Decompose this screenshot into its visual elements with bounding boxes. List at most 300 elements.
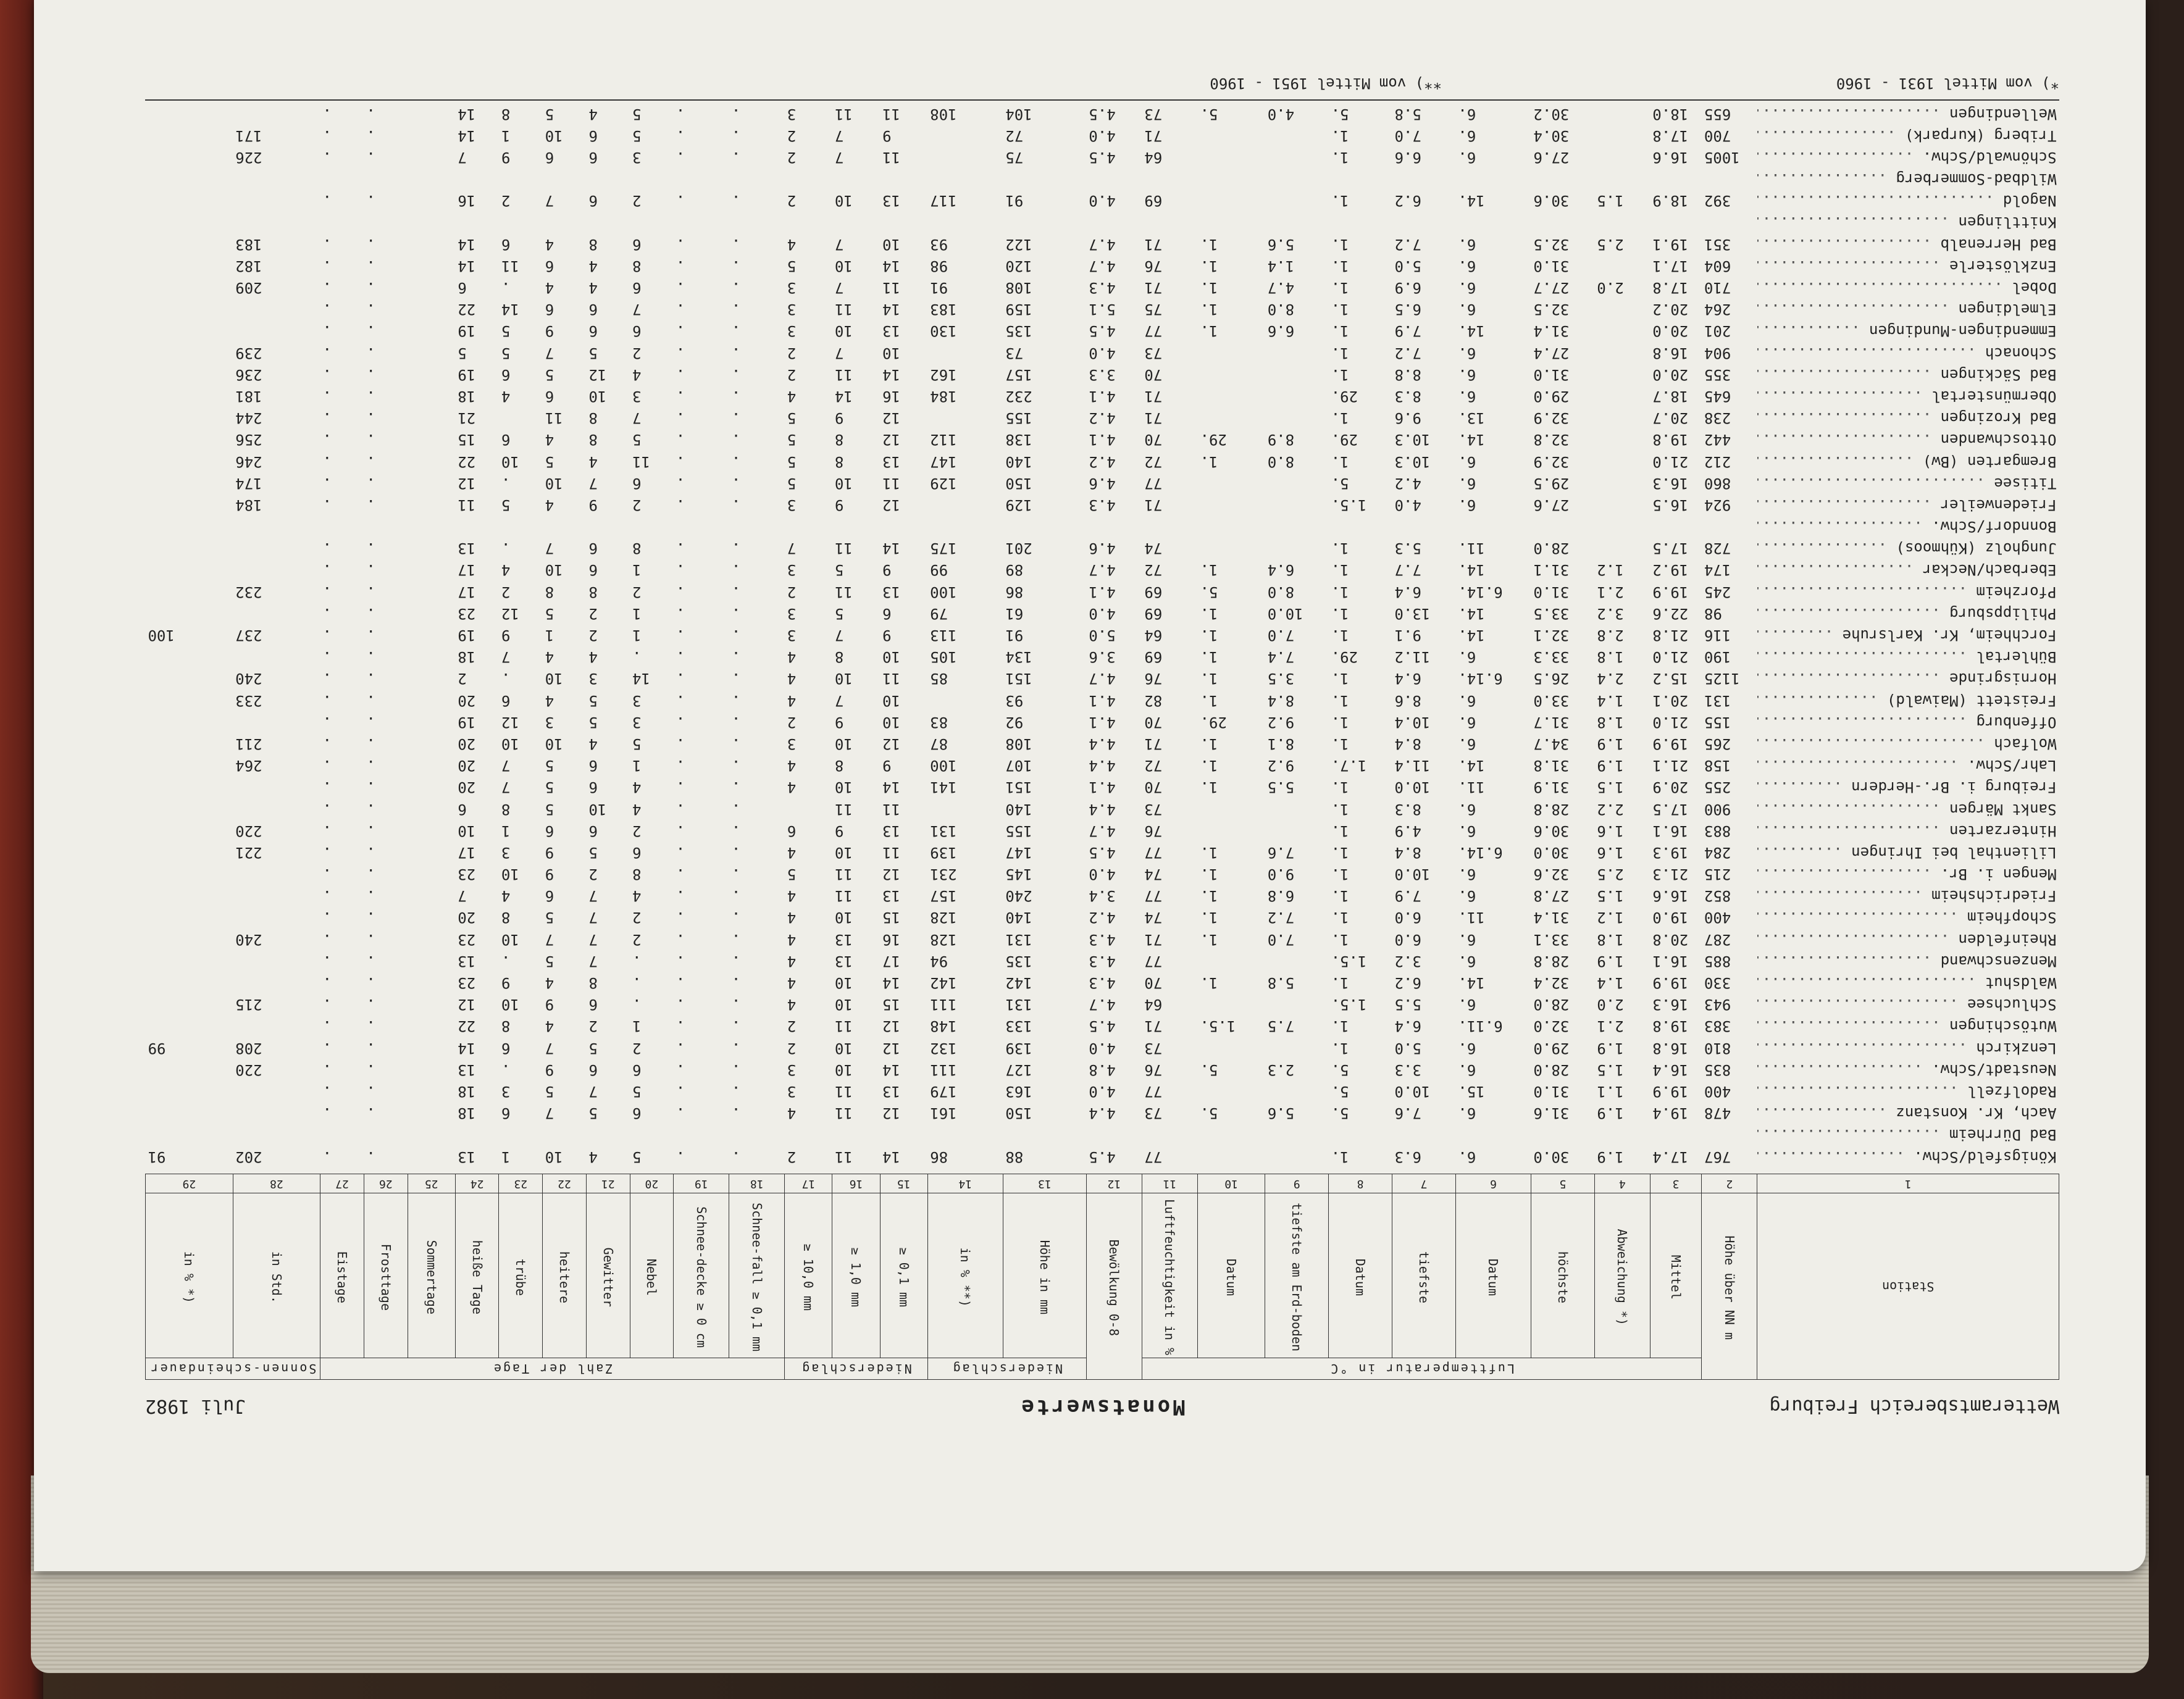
- cell-eb: [1265, 494, 1329, 516]
- cell-ss: 208: [235, 1039, 262, 1057]
- cell-ne: 5: [632, 431, 642, 449]
- cell-ft: .: [366, 279, 375, 297]
- cell-sf: .: [731, 257, 741, 275]
- cell-ne: 5: [632, 1148, 642, 1166]
- cell-tr: .: [501, 474, 511, 492]
- column-number: 20: [630, 1174, 674, 1193]
- table-row: [146, 103, 2059, 125]
- cell-ne: 5: [632, 735, 642, 753]
- cell-tr: 12: [501, 713, 519, 731]
- cell-ne: 6: [632, 1061, 642, 1079]
- cell-n10: 11: [834, 1104, 853, 1122]
- cell-gw: 6: [588, 996, 598, 1014]
- cell-he: 8: [545, 583, 554, 601]
- cell-a: [1594, 429, 1650, 451]
- cell-hi: 29.0: [1533, 387, 1570, 405]
- cell-n01: 14: [882, 1148, 900, 1166]
- cell-lo: 4.9: [1394, 822, 1421, 840]
- cell-he: 7: [545, 1039, 554, 1057]
- cell-lo: 7.2: [1394, 344, 1421, 362]
- cell-hi: 26.5: [1533, 670, 1570, 688]
- cell-sf: .: [731, 1104, 741, 1122]
- cell-et: .: [322, 540, 332, 557]
- cell-de: 1.: [1200, 257, 1218, 275]
- cell-sp: [146, 233, 233, 255]
- cell-he: 5: [545, 779, 554, 796]
- column-number: 13: [1003, 1174, 1086, 1193]
- cell-dh: 6.: [1458, 952, 1476, 970]
- cell-sf: .: [731, 887, 741, 905]
- cell-st: [408, 103, 455, 125]
- cell-n100: 4: [787, 930, 797, 948]
- cell-ss: [233, 864, 320, 885]
- cell-gw: 4: [588, 735, 598, 753]
- cell-m: [1650, 169, 1702, 190]
- cell-gw: 7: [588, 952, 598, 970]
- cell-et: .: [322, 148, 332, 166]
- table-row: [146, 364, 2059, 385]
- cell-lf: [1142, 169, 1197, 190]
- cell-nh: 155: [1005, 822, 1032, 840]
- cell-lo: 9.6: [1394, 409, 1421, 427]
- cell-ne: 5: [632, 105, 642, 123]
- cell-ft: .: [366, 561, 375, 579]
- cell-ne: [630, 169, 674, 190]
- cell-hs: 12: [458, 474, 476, 492]
- cell-ne: 8: [632, 866, 642, 883]
- cell-gw: 6: [588, 322, 598, 340]
- cell-h: 400: [1704, 1082, 1731, 1100]
- cell-tr: 10: [501, 453, 519, 470]
- cell-hs: 7: [458, 148, 467, 166]
- cell-st: [408, 603, 455, 624]
- cell-n01: 13: [882, 192, 900, 210]
- cell-dl: 1.: [1331, 735, 1349, 753]
- cell-lo: 5.3: [1394, 540, 1421, 557]
- cell-de: 1.: [1200, 843, 1218, 861]
- col-ge-01: ≥ 0,1 mm: [880, 1193, 927, 1358]
- cell-st: [408, 1124, 455, 1146]
- cell-eb: 6.4: [1267, 561, 1295, 579]
- cell-ne: 2: [632, 930, 642, 948]
- table-row: [146, 646, 2059, 668]
- col-datum-tiefste: Datum: [1329, 1193, 1392, 1358]
- cell-n100: 4: [787, 887, 797, 905]
- cell-sf: .: [731, 279, 741, 297]
- cell-a: [1594, 299, 1650, 320]
- cell-hi: 32.6: [1533, 866, 1570, 883]
- table-row: [146, 864, 2059, 885]
- cell-lf: 71: [1144, 127, 1163, 144]
- cell-ne: 11: [632, 453, 650, 470]
- cell-bw: 4.4: [1089, 800, 1116, 818]
- cell-de: 1.: [1200, 779, 1218, 796]
- column-number: 4: [1594, 1174, 1650, 1193]
- cell-n01: 11: [882, 105, 900, 123]
- cell-n100: [785, 212, 832, 233]
- cell-lf: 69: [1144, 192, 1163, 210]
- cell-n10: 8: [834, 431, 844, 449]
- cell-n01: 9: [882, 561, 892, 579]
- cell-sd: .: [676, 627, 685, 645]
- cell-sf: .: [731, 561, 741, 579]
- cell-eb: 8.0: [1267, 583, 1295, 601]
- cell-gw: 6: [588, 822, 598, 840]
- cell-sp: [146, 1124, 233, 1146]
- cell-hi: 31.9: [1533, 779, 1570, 796]
- table-row: [146, 1016, 2059, 1037]
- cell-lf: 71: [1144, 496, 1163, 514]
- cell-gw: 5: [588, 1039, 598, 1057]
- cell-bw: 4.6: [1089, 474, 1116, 492]
- cell-de: 1.: [1200, 670, 1218, 688]
- cell-h: 190: [1704, 648, 1731, 666]
- cell-lo: 5.0: [1394, 257, 1421, 275]
- cell-a: 1.4: [1597, 691, 1624, 709]
- cell-m: 16.3: [1652, 996, 1689, 1014]
- cell-lo: 6.3: [1394, 1148, 1421, 1166]
- cell-nh: 89: [1005, 561, 1024, 579]
- cell-m: 16.6: [1652, 887, 1689, 905]
- cell-hi: 33.0: [1533, 691, 1570, 709]
- table-row: [146, 385, 2059, 407]
- cell-a: 1.6: [1597, 843, 1624, 861]
- cell-n10: 11: [834, 866, 853, 883]
- cell-dh: 6.: [1458, 279, 1476, 297]
- cell-n01: [880, 169, 927, 190]
- cell-a: 1.2: [1597, 561, 1624, 579]
- cell-sf: .: [731, 779, 741, 796]
- station-name: Bad Krozingen .....: [1757, 407, 2059, 429]
- table-row: [146, 1124, 2059, 1146]
- cell-n100: 2: [787, 1148, 797, 1166]
- cell-lf: 76: [1144, 670, 1163, 688]
- cell-np: 83: [930, 713, 948, 731]
- cell-ft: .: [366, 1082, 375, 1100]
- cell-eb: 9.0: [1267, 866, 1295, 883]
- cell-he: 7: [545, 344, 554, 362]
- cell-m: 19.4: [1652, 1104, 1689, 1122]
- cell-lo: 7.9: [1394, 322, 1421, 340]
- cell-h: 924: [1704, 496, 1731, 514]
- cell-lo: [1392, 212, 1455, 233]
- cell-eb: 6.6: [1267, 322, 1295, 340]
- cell-et: .: [322, 713, 332, 731]
- cell-lo: 8.3: [1394, 800, 1421, 818]
- station-name: Eberbach/Neckar .....: [1757, 559, 2059, 581]
- cell-nh: 129: [1005, 496, 1032, 514]
- cell-n10: 8: [834, 648, 844, 666]
- cell-gw: 5: [588, 344, 598, 362]
- cell-n10: 11: [834, 1082, 853, 1100]
- table-row: [146, 212, 2059, 233]
- col-schneedecke: Schnee-decke ≥ 0 cm: [674, 1193, 729, 1358]
- cell-lf: 71: [1144, 735, 1163, 753]
- cell-tr: 9: [501, 974, 511, 992]
- cell-sp: [146, 169, 233, 190]
- cell-a: [1594, 342, 1650, 364]
- cell-eb: [1265, 125, 1329, 146]
- cell-he: 10: [545, 1148, 563, 1166]
- cell-hs: 6: [458, 800, 467, 818]
- cell-hs: 18: [458, 648, 476, 666]
- table-row: [146, 820, 2059, 841]
- cell-tr: 10: [501, 996, 519, 1014]
- cell-n100: 4: [787, 235, 797, 253]
- cell-dh: [1455, 212, 1531, 233]
- cell-n01: 10: [882, 344, 900, 362]
- cell-tr: 1: [501, 127, 511, 144]
- cell-hs: 14: [458, 105, 476, 123]
- cell-n10: 10: [834, 843, 853, 861]
- cell-he: 6: [545, 148, 554, 166]
- cell-dl: 1.: [1331, 843, 1349, 861]
- cell-n01: 13: [882, 887, 900, 905]
- cell-hs: 18: [458, 387, 476, 405]
- cell-dl: 5.: [1331, 105, 1349, 123]
- cell-m: 20.8: [1652, 930, 1689, 948]
- cell-he: 6: [545, 301, 554, 319]
- table-row: [146, 1080, 2059, 1102]
- cell-sp: [146, 1080, 233, 1102]
- table-row: [146, 733, 2059, 754]
- cell-ft: .: [366, 235, 375, 253]
- cell-tr: 10: [501, 866, 519, 883]
- cell-bw: 5.0: [1089, 627, 1116, 645]
- cell-h: 201: [1704, 322, 1731, 340]
- cell-h: 215: [1704, 866, 1731, 883]
- cell-sp: [146, 451, 233, 472]
- cell-he: 7: [545, 192, 554, 210]
- cell-eb: 8.1: [1267, 735, 1295, 753]
- cell-he: 5: [545, 365, 554, 383]
- cell-tr: 5: [501, 322, 511, 340]
- cell-dl: 5.: [1331, 474, 1349, 492]
- cell-a: [1594, 472, 1650, 494]
- cell-sd: [674, 169, 729, 190]
- cell-hs: 13: [458, 1061, 476, 1079]
- cell-nh: 155: [1005, 409, 1032, 427]
- cell-he: 10: [545, 474, 563, 492]
- cell-ne: 6: [632, 279, 642, 297]
- cell-ne: 4: [632, 779, 642, 796]
- cell-eb: [1265, 1146, 1329, 1174]
- cell-sd: .: [676, 105, 685, 123]
- cell-eb: 7.2: [1267, 909, 1295, 927]
- cell-eb: [1265, 820, 1329, 841]
- cell-hs: 19: [458, 713, 476, 731]
- column-number: 10: [1197, 1174, 1265, 1193]
- cell-ss: [233, 320, 320, 342]
- cell-ne: 8: [632, 540, 642, 557]
- cell-nh: 151: [1005, 779, 1032, 796]
- cell-hs: 12: [458, 996, 476, 1014]
- column-number: 5: [1531, 1174, 1594, 1193]
- column-number: 19: [674, 1174, 729, 1193]
- cell-sd: .: [676, 648, 685, 666]
- cell-dl: 1.: [1331, 322, 1349, 340]
- cell-eb: 7.4: [1267, 648, 1295, 666]
- cell-hi: 32.9: [1533, 409, 1570, 427]
- cell-n10: 7: [834, 235, 844, 253]
- cell-he: 6: [545, 257, 554, 275]
- cell-n01: [880, 212, 927, 233]
- cell-ne: 1: [632, 1017, 642, 1035]
- col-nied-hoehe: Höhe in mm: [1003, 1193, 1086, 1358]
- cell-bw: 4.5: [1089, 843, 1116, 861]
- cell-ft: .: [366, 1017, 375, 1035]
- cell-dl: 1.: [1331, 604, 1349, 622]
- cell-sp: [146, 755, 233, 777]
- cell-bw: 4.2: [1089, 909, 1116, 927]
- cell-n01: 12: [882, 1017, 900, 1035]
- cell-st: [408, 190, 455, 212]
- cell-sf: .: [731, 1061, 741, 1079]
- cell-sf: .: [731, 322, 741, 340]
- cell-sp: [146, 581, 233, 603]
- cell-lo: 6.0: [1394, 930, 1421, 948]
- cell-h: 255: [1704, 779, 1731, 796]
- cell-de: 1.: [1200, 627, 1218, 645]
- cell-n10: 10: [834, 670, 853, 688]
- cell-np: 128: [930, 909, 957, 927]
- cell-et: [320, 212, 364, 233]
- cell-hi: 28.8: [1533, 952, 1570, 970]
- cell-sd: [674, 1124, 729, 1146]
- cell-np: 108: [930, 105, 957, 123]
- cell-sp: [146, 255, 233, 277]
- cell-np: [927, 516, 1003, 538]
- cell-lf: 74: [1144, 540, 1163, 557]
- cell-m: 19.8: [1652, 431, 1689, 449]
- cell-m: 20.0: [1652, 322, 1689, 340]
- cell-sd: .: [676, 235, 685, 253]
- cell-de: 1.: [1200, 235, 1218, 253]
- cell-n10: 9: [834, 713, 844, 731]
- cell-sp: [146, 190, 233, 212]
- cell-sp: [146, 777, 233, 798]
- station-name: Schopfheim .....: [1757, 907, 2059, 929]
- cell-np: [927, 407, 1003, 429]
- cell-lo: 6.4: [1394, 583, 1421, 601]
- station-name: Bonndorf/Schw. .....: [1757, 516, 2059, 538]
- cell-dl: 1.5.: [1331, 996, 1367, 1014]
- station-name: Wellendingen .....: [1757, 103, 2059, 125]
- cell-sp: [146, 907, 233, 929]
- cell-sd: .: [676, 322, 685, 340]
- cell-tr: 6: [501, 235, 511, 253]
- cell-nh: 88: [1005, 1148, 1024, 1166]
- cell-st: [408, 255, 455, 277]
- cell-n01: 11: [882, 148, 900, 166]
- cell-hs: 20: [458, 909, 476, 927]
- cell-ft: .: [366, 627, 375, 645]
- cell-sf: .: [731, 691, 741, 709]
- cell-sd: .: [676, 1104, 685, 1122]
- cell-nh: 75: [1005, 148, 1024, 166]
- cell-gw: [586, 212, 630, 233]
- cell-st: [408, 711, 455, 733]
- cell-lf: 77: [1144, 474, 1163, 492]
- cell-dl: 29.: [1331, 387, 1358, 405]
- cell-tr: 6: [501, 431, 511, 449]
- cell-hi: 32.5: [1533, 301, 1570, 319]
- cell-a: 2.4: [1597, 670, 1624, 688]
- table-row: [146, 1059, 2059, 1080]
- cell-et: .: [322, 1104, 332, 1122]
- cell-np: 86: [930, 1148, 948, 1166]
- col-abweichung: Abweichung *): [1594, 1193, 1650, 1358]
- cell-np: 139: [930, 843, 957, 861]
- cell-st: [408, 320, 455, 342]
- cell-st: [408, 777, 455, 798]
- cell-sd: .: [676, 148, 685, 166]
- cell-et: .: [322, 691, 332, 709]
- cell-ss: [233, 798, 320, 820]
- cell-lo: 4.2: [1394, 474, 1421, 492]
- cell-m: 16.8: [1652, 1039, 1689, 1057]
- cell-he: 7: [545, 1104, 554, 1122]
- cell-st: [408, 972, 455, 993]
- cell-n10: 10: [834, 779, 853, 796]
- weather-table: [145, 103, 2059, 1380]
- cell-gw: 10: [588, 800, 607, 818]
- cell-np: [927, 494, 1003, 516]
- cell-dh: 6.: [1458, 344, 1476, 362]
- cell-sd: .: [676, 453, 685, 470]
- cell-h: [1702, 169, 1757, 190]
- cell-tr: 4: [501, 387, 511, 405]
- cell-a: 2.0: [1597, 279, 1624, 297]
- cell-sd: .: [676, 540, 685, 557]
- cell-sp: [146, 320, 233, 342]
- cell-he: 3: [545, 713, 554, 731]
- cell-sf: .: [731, 996, 741, 1014]
- cell-sd: .: [676, 496, 685, 514]
- cell-bw: 4.1: [1089, 713, 1116, 731]
- cell-et: [320, 1124, 364, 1146]
- cell-np: [927, 212, 1003, 233]
- cell-sf: [729, 169, 785, 190]
- cell-dh: 6.: [1458, 1104, 1476, 1122]
- cell-m: 16.1: [1652, 952, 1689, 970]
- cell-np: 183: [930, 301, 957, 319]
- cell-he: [543, 1124, 587, 1146]
- cell-lf: 76: [1144, 822, 1163, 840]
- cell-nh: 150: [1005, 474, 1032, 492]
- cell-et: .: [322, 235, 332, 253]
- cell-tr: 4: [501, 887, 511, 905]
- cell-tr: 12: [501, 604, 519, 622]
- cell-dl: 5.: [1331, 1061, 1349, 1079]
- cell-ne: 8: [632, 257, 642, 275]
- cell-dl: [1329, 516, 1392, 538]
- cell-de: [1197, 146, 1265, 168]
- cell-ss: [233, 1124, 320, 1146]
- cell-a: [1594, 1124, 1650, 1146]
- cell-sf: .: [731, 648, 741, 666]
- cell-hs: 23: [458, 974, 476, 992]
- col-ge-10: ≥ 1,0 mm: [832, 1193, 880, 1358]
- cell-sp: [146, 841, 233, 863]
- cell-gw: 8: [588, 583, 598, 601]
- table-row: [146, 624, 2059, 646]
- cell-h: 392: [1704, 192, 1731, 210]
- cell-hi: 33.3: [1533, 648, 1570, 666]
- cell-ne: 5: [632, 1082, 642, 1100]
- cell-nh: 86: [1005, 583, 1024, 601]
- cell-lo: 7.0: [1394, 127, 1421, 144]
